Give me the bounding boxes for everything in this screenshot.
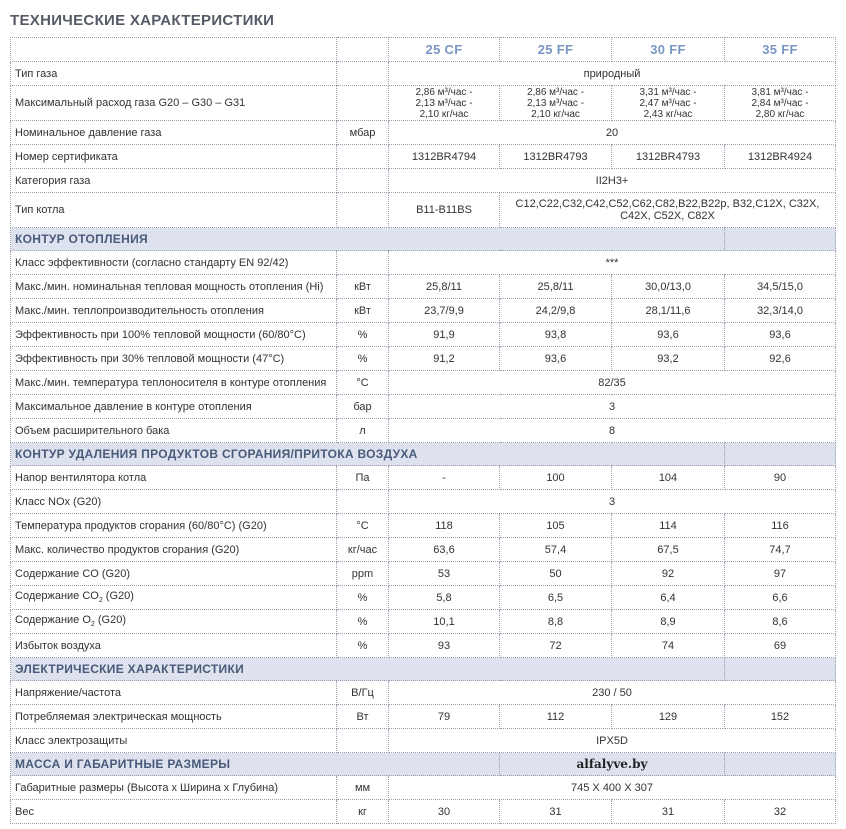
row-co2 (11, 586, 836, 610)
row-flue-temp (11, 514, 836, 538)
unit-cell (337, 86, 389, 121)
value-cell: 3,31 м³/час - 2,47 м³/час - 2,43 кг/час (612, 86, 725, 121)
unit-cell (337, 169, 389, 193)
value-cell: 90 (725, 466, 836, 490)
value-cell: 93,8 (500, 323, 612, 347)
value-cell: 67,5 (612, 538, 725, 562)
row-eff-100 (11, 323, 836, 347)
model-30ff: 30 FF (612, 38, 725, 62)
section-title: КОНТУР ОТОПЛЕНИЯ (11, 228, 725, 251)
section-electrical (11, 658, 836, 681)
watermark: alfalyve.by (500, 753, 725, 776)
header-unit-empty (337, 38, 389, 62)
section-empty (725, 228, 836, 251)
value-cell: 8,8 (500, 610, 612, 634)
section-heating (11, 228, 836, 251)
value-cell: 93,6 (612, 323, 725, 347)
unit-cell: л (337, 419, 389, 443)
section-exhaust (11, 443, 836, 466)
row-excess-air (11, 634, 836, 658)
value-cell: 25,8/11 (500, 275, 612, 299)
value-cell: IPX5D (389, 729, 836, 753)
value-cell: 32,3/14,0 (725, 299, 836, 323)
value-cell: 152 (725, 705, 836, 729)
value-cell: 230 / 50 (389, 681, 836, 705)
value-cell: B11-B11BS (389, 193, 500, 228)
param-label: Класс NOx (G20) (11, 490, 337, 514)
value-cell: 23,7/9,9 (389, 299, 500, 323)
value-cell: 97 (725, 562, 836, 586)
value-cell: 20 (389, 121, 836, 145)
row-certificate (11, 145, 836, 169)
param-label: Макс./мин. температура теплоносителя в контуре отопления (11, 371, 337, 395)
unit-cell: кг/час (337, 538, 389, 562)
value-cell: 28,1/11,6 (612, 299, 725, 323)
param-label: Макс. количество продуктов сгорания (G20) (11, 538, 337, 562)
unit-cell: % (337, 586, 389, 610)
value-cell: 104 (612, 466, 725, 490)
unit-cell: Па (337, 466, 389, 490)
value-cell: 34,5/15,0 (725, 275, 836, 299)
value-cell: 1312BR4793 (500, 145, 612, 169)
value-cell: 116 (725, 514, 836, 538)
param-label: Номинальное давление газа (11, 121, 337, 145)
row-o2 (11, 610, 836, 634)
value-cell: 6,4 (612, 586, 725, 610)
param-label: Объем расширительного бака (11, 419, 337, 443)
unit-cell: % (337, 610, 389, 634)
unit-cell: мбар (337, 121, 389, 145)
unit-cell (337, 193, 389, 228)
value-cell: 32 (725, 800, 836, 824)
value-cell: 69 (725, 634, 836, 658)
value-cell: 57,4 (500, 538, 612, 562)
value-cell: 1312BR4794 (389, 145, 500, 169)
param-label: Макс./мин. номинальная тепловая мощность отопления (Hi) (11, 275, 337, 299)
value-cell: 31 (500, 800, 612, 824)
value-cell: 74,7 (725, 538, 836, 562)
unit-cell: % (337, 347, 389, 371)
page-title: ТЕХНИЧЕСКИЕ ХАРАКТЕРИСТИКИ (10, 12, 275, 29)
spec-table (10, 37, 836, 824)
row-gas-pressure (11, 121, 836, 145)
value-cell: 30,0/13,0 (612, 275, 725, 299)
section-title: ЭЛЕКТРИЧЕСКИЕ ХАРАКТЕРИСТИКИ (11, 658, 725, 681)
value-cell: 129 (612, 705, 725, 729)
param-label: Макс./мин. теплопроизводительность отопления (11, 299, 337, 323)
value-cell: 10,1 (389, 610, 500, 634)
row-protection (11, 729, 836, 753)
unit-cell: мм (337, 776, 389, 800)
value-cell: 3,81 м³/час - 2,84 м³/час - 2,80 кг/час (725, 86, 836, 121)
param-label: Содержание CO (G20) (11, 562, 337, 586)
row-co (11, 562, 836, 586)
value-cell: 112 (500, 705, 612, 729)
model-25ff: 25 FF (500, 38, 612, 62)
param-label: Габаритные размеры (Высота х Ширина х Глубина) (11, 776, 337, 800)
value-cell: 3 (389, 395, 836, 419)
row-gas-type (11, 62, 836, 86)
value-cell: 8 (389, 419, 836, 443)
value-cell: 25,8/11 (389, 275, 500, 299)
value-cell: 24,2/9,8 (500, 299, 612, 323)
unit-cell: бар (337, 395, 389, 419)
value-cell: 93 (389, 634, 500, 658)
value-cell: 2,86 м³/час - 2,13 м³/час - 2,10 кг/час (500, 86, 612, 121)
section-dimensions (11, 753, 836, 776)
value-cell: 92 (612, 562, 725, 586)
model-25cf: 25 CF (389, 38, 500, 62)
row-nominal-power (11, 275, 836, 299)
section-empty (725, 658, 836, 681)
section-empty (725, 753, 836, 776)
row-tank-volume (11, 419, 836, 443)
param-label: Максимальное давление в контуре отопления (11, 395, 337, 419)
row-size (11, 776, 836, 800)
value-cell: 31 (612, 800, 725, 824)
value-cell: 8,9 (612, 610, 725, 634)
param-label: Класс электрозащиты (11, 729, 337, 753)
unit-cell: % (337, 634, 389, 658)
value-cell: 91,2 (389, 347, 500, 371)
value-cell: 93,6 (725, 323, 836, 347)
param-label: Вес (11, 800, 337, 824)
value-cell: природный (389, 62, 836, 86)
row-heat-output (11, 299, 836, 323)
unit-cell: кг (337, 800, 389, 824)
param-label: Избыток воздуха (11, 634, 337, 658)
value-cell: 100 (500, 466, 612, 490)
value-cell: 2,86 м³/час - 2,13 м³/час - 2,10 кг/час (389, 86, 500, 121)
param-label: Температура продуктов сгорания (60/80°С) (G20) (11, 514, 337, 538)
section-title: МАССА И ГАБАРИТНЫЕ РАЗМЕРЫ (11, 753, 500, 776)
row-nox-class (11, 490, 836, 514)
model-35ff: 35 FF (725, 38, 836, 62)
unit-cell: °С (337, 371, 389, 395)
unit-cell: ppm (337, 562, 389, 586)
row-gas-flow (11, 86, 836, 121)
value-cell: 5,8 (389, 586, 500, 610)
value-cell: *** (389, 251, 836, 275)
value-cell: 72 (500, 634, 612, 658)
row-max-pressure (11, 395, 836, 419)
unit-cell: В/Гц (337, 681, 389, 705)
param-label: Максимальный расход газа G20 – G30 – G31 (11, 86, 337, 121)
param-label: Содержание $CO_2$ (G20) (11, 586, 337, 610)
unit-cell: % (337, 323, 389, 347)
value-cell: 3 (389, 490, 836, 514)
param-label: Эффективность при 100% тепловой мощности (60/80°С) (11, 323, 337, 347)
row-gas-category (11, 169, 836, 193)
row-flue-amount (11, 538, 836, 562)
value-cell: 53 (389, 562, 500, 586)
value-cell: 1312BR4924 (725, 145, 836, 169)
value-cell: 93,2 (612, 347, 725, 371)
unit-cell (337, 62, 389, 86)
unit-cell: кВт (337, 275, 389, 299)
value-cell: 6,5 (500, 586, 612, 610)
value-cell: 79 (389, 705, 500, 729)
row-boiler-type (11, 193, 836, 228)
row-fan-pressure (11, 466, 836, 490)
unit-cell: °С (337, 514, 389, 538)
row-temp-range (11, 371, 836, 395)
param-label: Содержание $O_2$ (G20) (11, 610, 337, 634)
row-weight (11, 800, 836, 824)
section-title: КОНТУР УДАЛЕНИЯ ПРОДУКТОВ СГОРАНИЯ/ПРИТОКА ВОЗДУХА (11, 443, 725, 466)
header-empty (11, 38, 337, 62)
param-label: Тип котла (11, 193, 337, 228)
unit-cell (337, 251, 389, 275)
unit-cell (337, 490, 389, 514)
unit-cell (337, 145, 389, 169)
param-label: Класс эффективности (согласно стандарту EN 92/42) (11, 251, 337, 275)
row-voltage (11, 681, 836, 705)
value-cell: 105 (500, 514, 612, 538)
section-empty (725, 443, 836, 466)
value-cell: II2H3+ (389, 169, 836, 193)
value-cell: 91,9 (389, 323, 500, 347)
param-label: Категория газа (11, 169, 337, 193)
param-label: Напряжение/частота (11, 681, 337, 705)
param-label: Номер сертификата (11, 145, 337, 169)
header-row (11, 38, 836, 62)
value-cell: 745 X 400 X 307 (389, 776, 836, 800)
value-cell: 30 (389, 800, 500, 824)
row-eff-30 (11, 347, 836, 371)
value-cell: 1312BR4793 (612, 145, 725, 169)
value-cell: 6,6 (725, 586, 836, 610)
value-cell: 92,6 (725, 347, 836, 371)
value-cell: 50 (500, 562, 612, 586)
value-cell: 74 (612, 634, 725, 658)
value-cell: 114 (612, 514, 725, 538)
value-cell: 82/35 (389, 371, 836, 395)
row-power (11, 705, 836, 729)
value-cell: - (389, 466, 500, 490)
value-cell: C12,C22,C32,C42,C52,C62,C82,B22,B22p, B32,C12X, C32X, C42X, C52X, C82X (500, 193, 836, 228)
param-label: Тип газа (11, 62, 337, 86)
row-efficiency-class (11, 251, 836, 275)
value-cell: 118 (389, 514, 500, 538)
param-label: Напор вентилятора котла (11, 466, 337, 490)
value-cell: 93,6 (500, 347, 612, 371)
unit-cell (337, 729, 389, 753)
param-label: Потребляемая электрическая мощность (11, 705, 337, 729)
value-cell: 8,6 (725, 610, 836, 634)
value-cell: 63,6 (389, 538, 500, 562)
unit-cell: Вт (337, 705, 389, 729)
unit-cell: кВт (337, 299, 389, 323)
param-label: Эффективность при 30% тепловой мощности (47°С) (11, 347, 337, 371)
